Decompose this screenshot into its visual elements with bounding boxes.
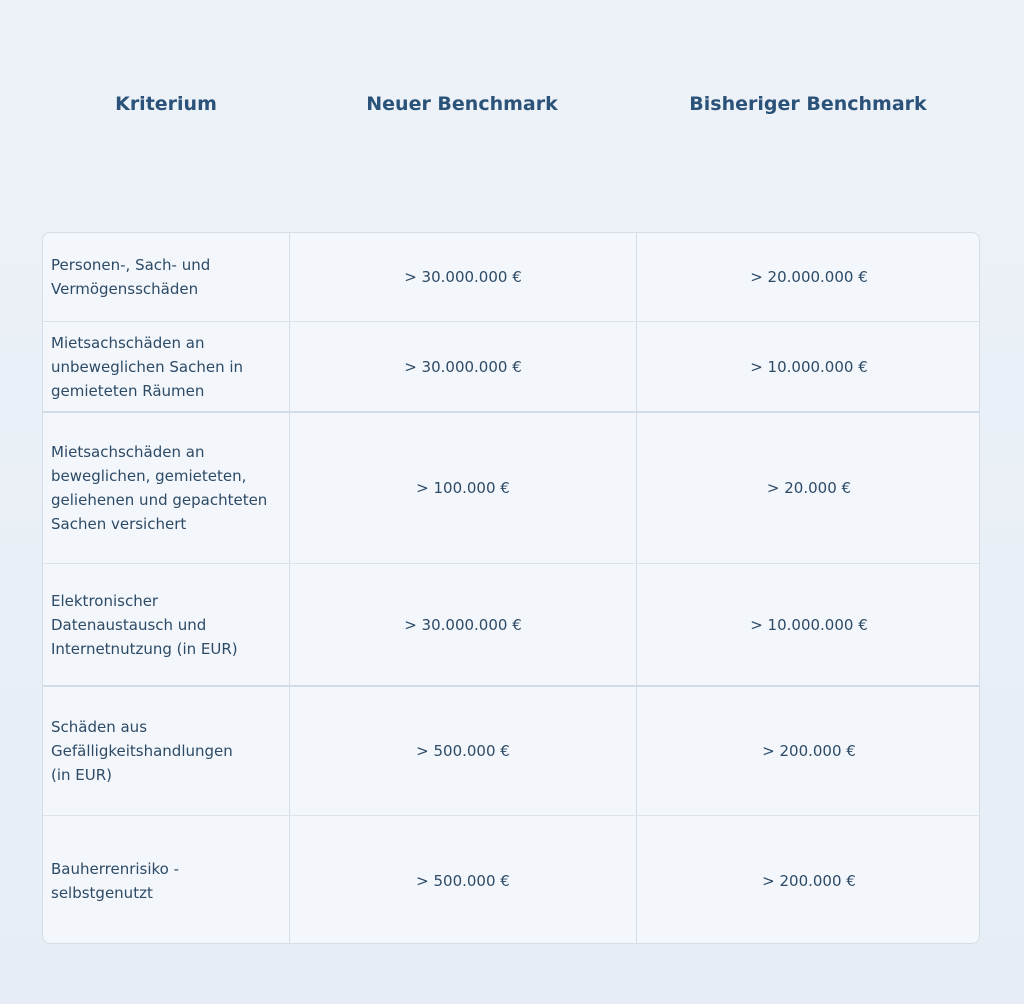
new-benchmark-cell: > 500.000 €	[289, 816, 636, 944]
new-benchmark-cell: > 500.000 €	[289, 687, 636, 815]
new-benchmark-cell: > 30.000.000 €	[289, 233, 636, 321]
criterion-cell: Mietsachschäden an beweglichen, gemieteten, geliehenen und gepachteten Sachen versichert	[51, 443, 268, 533]
criterion-cell: Bauherrenrisiko - selbstgenutzt	[51, 859, 180, 902]
header-criterion: Kriterium	[115, 93, 217, 115]
criterion-cell: Personen-, Sach- und Vermögensschäden	[51, 256, 211, 298]
previous-benchmark-cell: > 200.000 €	[636, 816, 980, 944]
new-benchmark-cell: > 100.000 €	[289, 413, 636, 563]
header-new-benchmark: Neuer Benchmark	[366, 93, 558, 115]
table-row	[43, 321, 979, 411]
previous-benchmark-cell: > 200.000 €	[636, 687, 980, 815]
previous-benchmark-cell: > 20.000 €	[636, 413, 980, 563]
previous-benchmark-cell: > 10.000.000 €	[636, 322, 980, 411]
table-row	[43, 563, 979, 685]
previous-benchmark-cell: > 10.000.000 €	[636, 564, 980, 685]
table-header	[0, 86, 1024, 126]
criterion-cell: Elektronischer Datenaustausch und Internetnutzung (in EUR)	[51, 591, 238, 658]
header-previous-benchmark: Bisheriger Benchmark	[689, 93, 927, 115]
criterion-cell: Schäden aus Gefälligkeitshandlungen (in EUR)	[51, 718, 233, 784]
table-row	[43, 411, 979, 563]
criterion-cell: Mietsachschäden an unbeweglichen Sachen in gemieteten Räumen	[51, 333, 244, 400]
previous-benchmark-cell: > 20.000.000 €	[636, 233, 980, 321]
table-row	[43, 233, 979, 321]
benchmark-table	[42, 232, 980, 944]
table-row	[43, 685, 979, 815]
new-benchmark-cell: > 30.000.000 €	[289, 564, 636, 685]
new-benchmark-cell: > 30.000.000 €	[289, 322, 636, 411]
table-row	[43, 815, 979, 944]
